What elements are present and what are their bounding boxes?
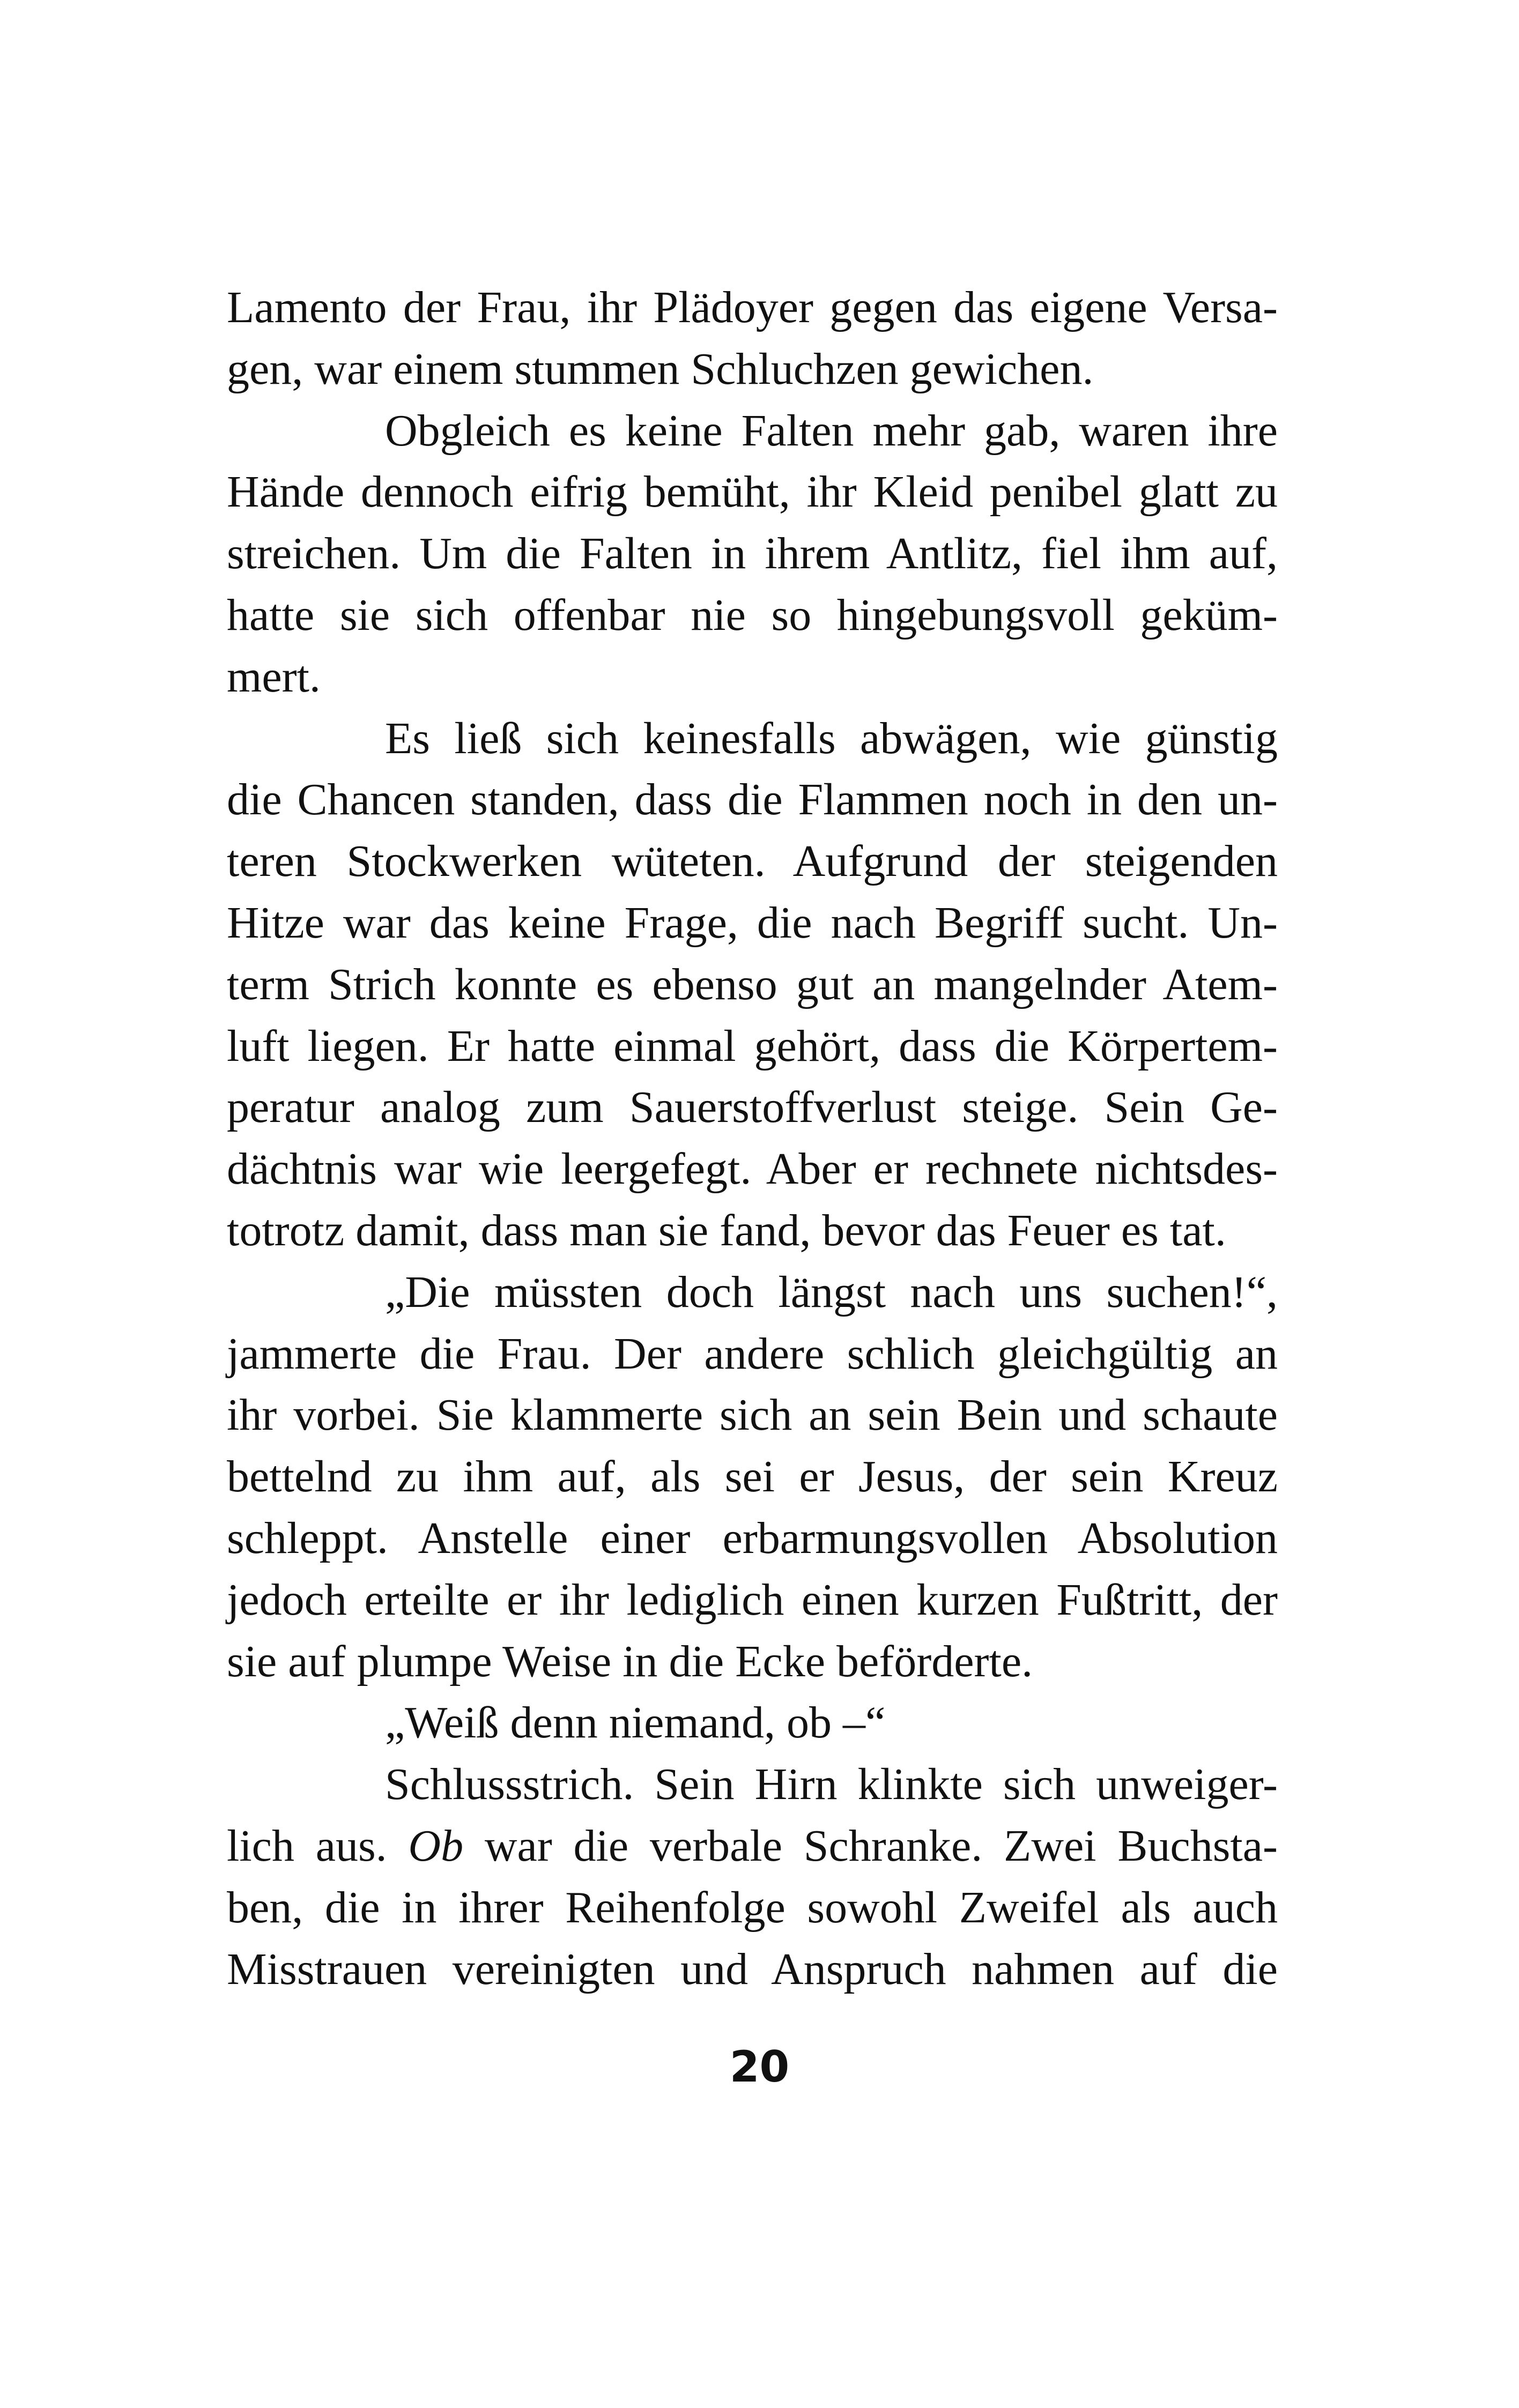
text-line: dächtnis war wie leergefegt. Aber er rechnete nichtsdes- [227, 1144, 1278, 1194]
text-line: die Chancen standen, dass die Flammen noch in den un- [227, 775, 1278, 825]
text-line: jedoch erteilte er ihr lediglich einen kurzen Fußtritt, der [227, 1574, 1278, 1625]
text-line: lich aus. Ob war die verbale Schranke. Zwei Buchsta- [227, 1820, 1278, 1871]
text-line: ihr vorbei. Sie klammerte sich an sein Bein und schaute [227, 1390, 1278, 1440]
text-line: Obgleich es keine Falten mehr gab, waren ihre [385, 405, 1278, 456]
text-line: Misstrauen vereinigten und Anspruch nahmen auf die [227, 1944, 1278, 1994]
page-number: 20 [729, 2042, 790, 2092]
text-line: sie auf plumpe Weise in die Ecke beförderte. [227, 1636, 1033, 1686]
text-line: bettelnd zu ihm auf, als sei er Jesus, der sein Kreuz [227, 1452, 1278, 1502]
text-line: Hitze war das keine Frage, die nach Begriff sucht. Un- [227, 897, 1278, 948]
text-line: Hände dennoch eifrig bemüht, ihr Kleid penibel glatt zu [227, 467, 1278, 517]
text-line: term Strich konnte es ebenso gut an mangelnder Atem- [227, 959, 1278, 1009]
text-line: Schlussstrich. Sein Hirn klinkte sich unweiger- [385, 1759, 1278, 1810]
text-line: „Weiß denn niemand, ob –“ [385, 1698, 886, 1748]
text-line: Lamento der Frau, ihr Plädoyer gegen das eigene Versa- [227, 283, 1278, 332]
text-line: teren Stockwerken wüteten. Aufgrund der steigenden [227, 836, 1278, 887]
text-line: totrotz damit, dass man sie fand, bevor das Feuer es tat. [227, 1205, 1226, 1255]
text-line: „Die müssten doch längst nach uns suchen!“, [385, 1267, 1278, 1317]
text-line: schleppt. Anstelle einer erbarmungsvollen Absolution [227, 1513, 1278, 1563]
text-line: mert. [227, 651, 321, 702]
body-text [227, 277, 1278, 2000]
text-line: hatte sie sich offenbar nie so hingebungsvoll geküm- [227, 590, 1278, 640]
text-line: Es ließ sich keinesfalls abwägen, wie günstig [385, 713, 1278, 763]
italic-word: Ob [408, 1820, 464, 1871]
text-line: ben, die in ihrer Reihenfolge sowohl Zweifel als auch [227, 1882, 1278, 1933]
text-line: jammerte die Frau. Der andere schlich gleichgültig an [227, 1328, 1278, 1379]
text-line: luft liegen. Er hatte einmal gehört, dass die Körpertem- [227, 1021, 1278, 1071]
text-line: peratur analog zum Sauerstoffverlust steige. Sein Ge- [227, 1082, 1278, 1133]
text-line: streichen. Um die Falten in ihrem Antlitz, fiel ihm auf, [227, 529, 1278, 579]
text-line: gen, war einem stummen Schluchzen gewichen. [227, 344, 1094, 394]
